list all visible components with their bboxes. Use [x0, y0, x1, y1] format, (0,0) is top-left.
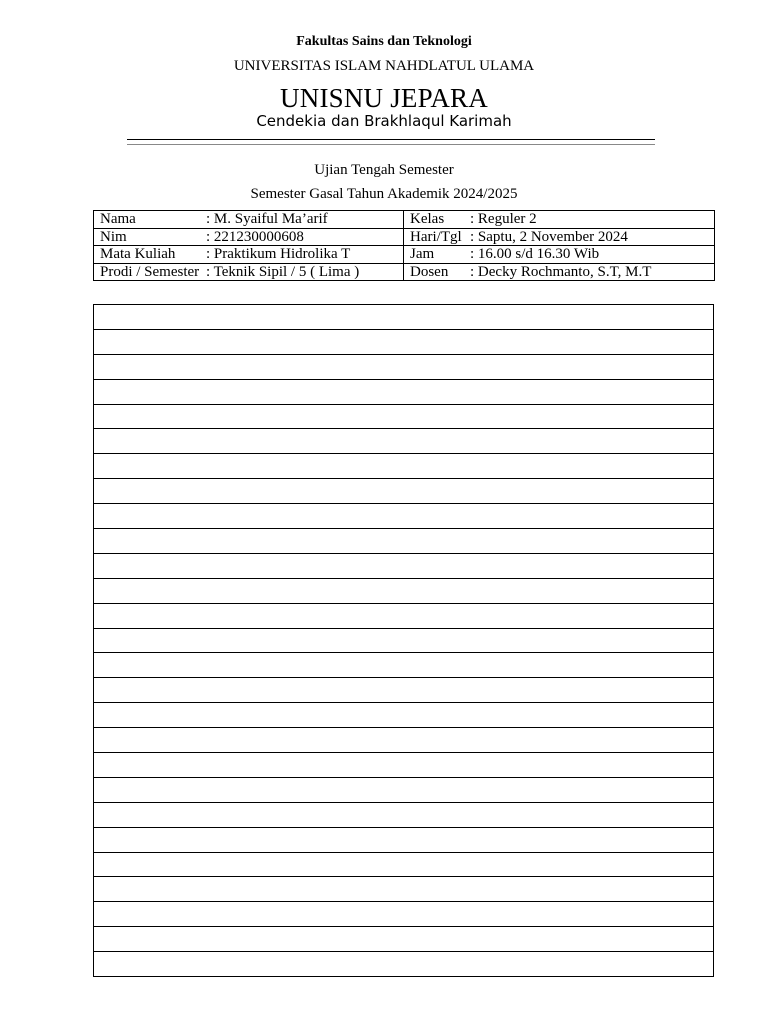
- answer-line: [94, 728, 714, 753]
- answer-line: [94, 927, 714, 952]
- answer-line: [94, 952, 714, 977]
- header-divider-thick: [127, 139, 655, 140]
- answer-line: [94, 877, 714, 902]
- exam-title: Ujian Tengah Semester: [314, 162, 454, 178]
- answer-line-cell: [94, 553, 714, 578]
- exam-period: Semester Gasal Tahun Akademik 2024/2025: [250, 186, 518, 202]
- answer-line-cell: [94, 404, 714, 429]
- info-cell: [94, 211, 404, 229]
- info-cell: [404, 228, 715, 246]
- info-value: : Praktikum Hidrolika T: [206, 246, 351, 263]
- answer-line: [94, 529, 714, 554]
- info-row-nim: [94, 228, 715, 246]
- answer-line-cell: [94, 753, 714, 778]
- info-row-name: [94, 211, 715, 229]
- student-info-table: [93, 210, 715, 281]
- info-label: Nim: [100, 228, 127, 245]
- info-row-course: [94, 246, 715, 264]
- info-cell: [94, 228, 404, 246]
- answer-line: [94, 852, 714, 877]
- answer-line: [94, 753, 714, 778]
- info-value: : 221230000608: [206, 228, 304, 245]
- info-cell: [94, 246, 404, 264]
- answer-line: [94, 802, 714, 827]
- answer-line: [94, 354, 714, 379]
- answer-line: [94, 454, 714, 479]
- info-label: Kelas: [410, 211, 445, 228]
- info-label: Jam: [410, 246, 435, 263]
- answer-line-cell: [94, 354, 714, 379]
- answer-line: [94, 504, 714, 529]
- answer-line: [94, 429, 714, 454]
- answer-line: [94, 404, 714, 429]
- answer-line-cell: [94, 305, 714, 330]
- university-name: UNIVERSITAS ISLAM NAHDLATUL ULAMA: [233, 58, 535, 74]
- answer-line: [94, 603, 714, 628]
- header-divider-thin: [127, 144, 655, 145]
- info-value: : 16.00 s/d 16.30 Wib: [470, 246, 600, 263]
- answer-line-cell: [94, 827, 714, 852]
- info-cell: [404, 263, 715, 281]
- answer-line: [94, 553, 714, 578]
- answer-line-cell: [94, 678, 714, 703]
- info-value: : Decky Rochmanto, S.T, M.T: [470, 263, 652, 280]
- faculty-name: Fakultas Sains dan Teknologi: [296, 34, 472, 49]
- info-label: Prodi / Semester: [100, 263, 200, 280]
- answer-line-cell: [94, 329, 714, 354]
- answer-line: [94, 628, 714, 653]
- answer-line-cell: [94, 902, 714, 927]
- info-cell: [94, 263, 404, 281]
- answer-line: [94, 902, 714, 927]
- answer-line-cell: [94, 479, 714, 504]
- answer-line: [94, 703, 714, 728]
- answer-line-cell: [94, 429, 714, 454]
- answer-line-cell: [94, 927, 714, 952]
- campus-title: UNISNU JEPARA: [280, 83, 488, 113]
- answer-line: [94, 379, 714, 404]
- answer-line: [94, 479, 714, 504]
- info-value: : Teknik Sipil / 5 ( Lima ): [206, 263, 360, 280]
- answer-line-cell: [94, 877, 714, 902]
- answer-line-cell: [94, 504, 714, 529]
- info-cell: [404, 246, 715, 264]
- answer-line: [94, 653, 714, 678]
- info-label: Hari/Tgl: [410, 228, 462, 245]
- answer-line-cell: [94, 952, 714, 977]
- answer-line-cell: [94, 703, 714, 728]
- answer-line-cell: [94, 529, 714, 554]
- info-label: Dosen: [410, 263, 449, 280]
- answer-line-cell: [94, 628, 714, 653]
- answer-line: [94, 678, 714, 703]
- info-value: : M. Syaiful Ma’arif: [206, 211, 328, 228]
- answer-line: [94, 777, 714, 802]
- info-label: Mata Kuliah: [100, 246, 176, 263]
- answer-line: [94, 305, 714, 330]
- answer-line-cell: [94, 603, 714, 628]
- info-row-program: [94, 263, 715, 281]
- answer-line-cell: [94, 578, 714, 603]
- answer-line-cell: [94, 653, 714, 678]
- answer-line-cell: [94, 802, 714, 827]
- answer-line-cell: [94, 379, 714, 404]
- info-label: Nama: [100, 211, 136, 228]
- info-value: : Saptu, 2 November 2024: [470, 228, 628, 245]
- info-cell: [404, 211, 715, 229]
- answer-sheet-lines: [93, 304, 714, 977]
- answer-line-cell: [94, 777, 714, 802]
- answer-line: [94, 827, 714, 852]
- answer-line-cell: [94, 852, 714, 877]
- answer-line-cell: [94, 728, 714, 753]
- answer-line: [94, 329, 714, 354]
- info-value: : Reguler 2: [470, 211, 537, 228]
- answer-line: [94, 578, 714, 603]
- motto: Cendekia dan Brakhlaqul Karimah: [256, 112, 512, 130]
- answer-line-cell: [94, 454, 714, 479]
